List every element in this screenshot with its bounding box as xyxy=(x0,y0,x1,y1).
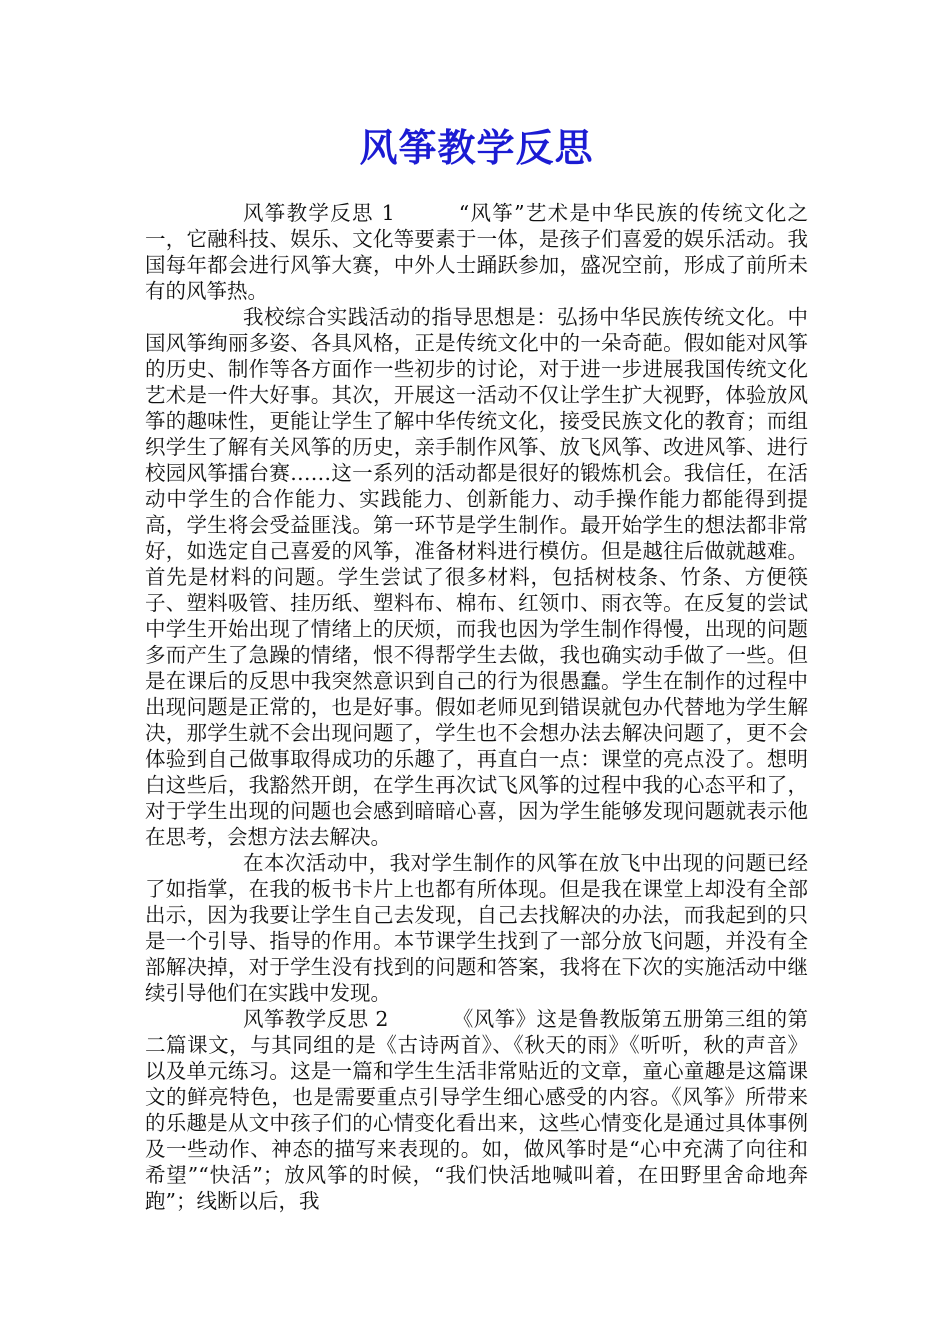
section-2-paragraph-1-text: 《风筝》这是鲁教版第五册第三组的第二篇课文，与其同组的是《古诗两首》、《秋天的雨》《听听，秋的声音》以及单元练习。这是一篇和学生生活非常贴近的文章，童心童趣是这篇课文的鲜亮特色，也是需要重点引导学生细心感受的内容。《风筝》所带来的乐趣是从文中孩子们的心情变化看出来，这些心情变化是通过具体事例及一些动作、神态的描写来表现的。如，做风筝时是“心中充满了向往和希望”“快活”；放风筝的时候，“我们快活地喊叫着，在田野里舍命地奔跑”；线断以后，我 xyxy=(145,1007,809,1213)
section-1-paragraph-3: 在本次活动中，我对学生制作的风筝在放飞中出现的问题已经了如指掌，在我的板书卡片上也都有所体现。但是我在课堂上却没有全部出示，因为我要让学生自己去发现，自己去找解决的办法，而我起到的只是一个引导、指导的作用。本节课学生找到了一部分放飞问题，并没有全部解决掉，对于学生没有找到的问题和答案，我将在下次的实施活动中继续引导他们在实践中发现。 xyxy=(145,851,808,1005)
document-page xyxy=(145,118,808,1214)
section-2-paragraph-1 xyxy=(145,1006,808,1214)
document-title: 风筝教学反思 xyxy=(359,125,594,170)
section-2-heading: 风筝教学反思 2 xyxy=(243,1007,389,1031)
section-1-paragraph-1-text: “风筝”艺术是中华民族的传统文化之一，它融科技、娱乐、文化等要素于一体，是孩子们喜爱的娱乐活动。我国每年都会进行风筝大赛，中外人士踊跃参加，盛况空前，形成了前所未有的风筝热。 xyxy=(145,201,808,303)
section-1-paragraph-2: 我校综合实践活动的指导思想是：弘扬中华民族传统文化。中国风筝绚丽多姿、各具风格，正是传统文化中的一朵奇葩。假如能对风筝的历史、制作等各方面作一些初步的讨论，对于进一步进展我国传统文化艺术是一件大好事。其次，开展这一活动不仅让学生扩大视野，体验放风筝的趣味性，更能让学生了解中华传统文化，接受民族文化的教育；而组织学生了解有关风筝的历史，亲手制作风筝、放飞风筝、改进风筝、进行校园风筝擂台赛……这一系列的活动都是很好的锻炼机会。我信任，在活动中学生的合作能力、实践能力、创新能力、动手操作能力都能得到提高，学生将会受益匪浅。第一环节是学生制作。最开始学生的想法都非常好，如选定自己喜爱的风筝，准备材料进行模仿。但是越往后做就越难。首先是材料的问题。学生尝试了很多材料，包括树枝条、竹条、方便筷子、塑料吸管、挂历纸、塑料布、棉布、红领巾、雨衣等。在反复的尝试中学生开始出现了情绪上的厌烦，而我也因为学生制作得慢，出现的问题多而产生了急躁的情绪，恨不得帮学生去做，我也确实动手做了一些。但是在课后的反思中我突然意识到自己的行为很愚蠢。学生在制作的过程中出现问题是正常的，也是好事。假如老师见到错误就包办代替地为学生解决，那学生就不会出现问题了，学生也不会想办法去解决问题了，更不会体验到自己做事取得成功的乐趣了，再直白一点：课堂的亮点没了。想明白这些后，我豁然开朗，在学生再次试飞风筝的过程中我的心态平和了，对于学生出现的问题也会感到暗暗心喜，因为学生能够发现问题就表示他在思考，会想方法去解决。 xyxy=(145,305,808,849)
section-1-paragraph-1 xyxy=(145,200,808,304)
section-1-heading: 风筝教学反思 1 xyxy=(243,201,395,225)
